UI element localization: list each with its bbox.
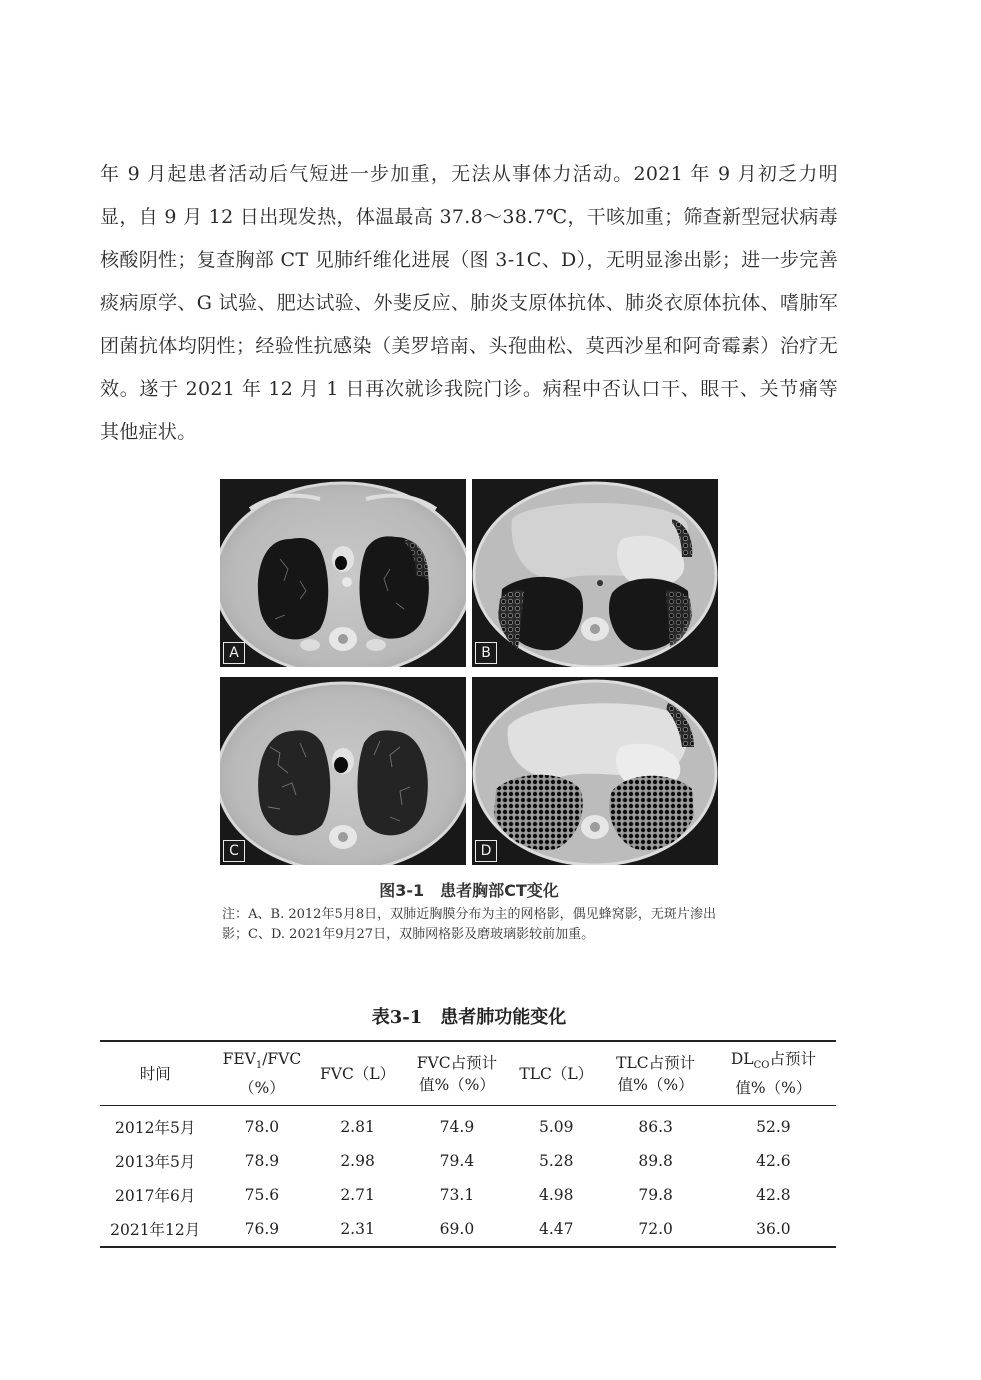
cell-tlc: 5.28	[539, 1152, 574, 1170]
cell-time: 2021年12月	[110, 1221, 201, 1239]
ct-panel-b	[472, 479, 718, 667]
col-header-fvc: FVC（L）	[320, 1064, 396, 1083]
col-header-dlco-pct: $DL_{CO}$占预计 值%（%）	[730, 1049, 816, 1098]
cell-tlc-pct: 86.3	[638, 1118, 673, 1136]
col-header-tlc: TLC（L）	[519, 1064, 594, 1083]
cell-time: 2017年6月	[115, 1187, 196, 1205]
ct-panel-d	[472, 677, 718, 865]
cell-fvc-pct: 69.0	[439, 1220, 475, 1238]
table-row	[100, 1106, 836, 1145]
cell-fvc: 2.81	[340, 1118, 375, 1136]
cell-tlc: 4.98	[539, 1186, 574, 1204]
col-header-time: 时间	[139, 1064, 171, 1083]
cell-time: 2012年5月	[115, 1119, 196, 1137]
lung-function-table	[100, 1040, 836, 1248]
table-header-row	[100, 1041, 836, 1106]
cell-dlco-pct: 42.8	[756, 1186, 791, 1204]
cell-fev1-fvc: 78.0	[244, 1118, 280, 1136]
ct-figure	[220, 479, 718, 865]
table-row	[100, 1178, 836, 1212]
cell-dlco-pct: 52.9	[756, 1118, 791, 1136]
body-paragraph: 年 9 月起患者活动后气短进一步加重，无法从事体力活动。2021 年 9 月初乏力明显，自 9 月 12 日出现发热，体温最高 37.8～38.7℃，干咳加重；筛查新型冠状病毒核酸阴性；复查胸部 CT 见肺纤维化进展（图 3-1C、D），无明显渗出影；进一步完善痰病原学、G 试验、肥达试验、外斐反应、肺炎支原体抗体、肺炎衣原体抗体、嗜肺军团菌抗体均阴性；经验性抗感染（美罗培南、头孢曲松、莫西沙星和阿奇霉素）治疗无效。遂于 2021 年 12 月 1 日再次就诊我院门诊。病程中否认口干、眼干、关节痛等其他症状。	[100, 163, 838, 443]
table-caption: 表3-1 患者肺功能变化	[371, 1007, 567, 1028]
cell-tlc: 5.09	[539, 1118, 574, 1136]
cell-time: 2013年5月	[115, 1153, 196, 1171]
cell-tlc-pct: 89.8	[638, 1152, 673, 1170]
cell-fvc: 2.98	[340, 1152, 375, 1170]
cell-tlc: 4.47	[539, 1220, 574, 1238]
panel-label-b: B	[475, 642, 497, 664]
cell-fvc-pct: 73.1	[439, 1186, 475, 1204]
cell-fev1-fvc: 75.6	[244, 1186, 280, 1204]
cell-dlco-pct: 42.6	[756, 1152, 791, 1170]
figure-note: 注：A、B. 2012年5月8日，双肺近胸膜分布为主的网格影，偶见蜂窝影，无斑片渗出影；C、D. 2021年9月27日，双肺网格影及磨玻璃影较前加重。	[222, 907, 716, 942]
cell-tlc-pct: 72.0	[638, 1220, 673, 1238]
table-row	[100, 1144, 836, 1178]
col-header-fvc-pct: FVC占预计 值%（%）	[416, 1053, 498, 1094]
cell-fev1-fvc: 76.9	[244, 1220, 280, 1238]
cell-fvc: 2.71	[340, 1186, 375, 1204]
cell-fev1-fvc: 78.9	[244, 1152, 280, 1170]
ct-panel-c	[220, 677, 466, 865]
col-header-fev1-fvc: $FEV_1$/FVC （%）	[222, 1049, 302, 1098]
table-row	[100, 1212, 836, 1247]
panel-label-d: D	[475, 840, 497, 862]
panel-label-a: A	[223, 642, 245, 664]
cell-dlco-pct: 36.0	[756, 1220, 791, 1238]
figure-caption: 图3-1 患者胸部CT变化	[379, 881, 559, 900]
cell-fvc-pct: 74.9	[439, 1118, 475, 1136]
cell-fvc-pct: 79.4	[439, 1152, 475, 1170]
panel-label-c: C	[223, 840, 245, 862]
col-header-tlc-pct: TLC占预计 值%（%）	[616, 1053, 696, 1094]
ct-panel-a	[220, 479, 466, 667]
cell-tlc-pct: 79.8	[638, 1186, 673, 1204]
cell-fvc: 2.31	[340, 1220, 375, 1238]
